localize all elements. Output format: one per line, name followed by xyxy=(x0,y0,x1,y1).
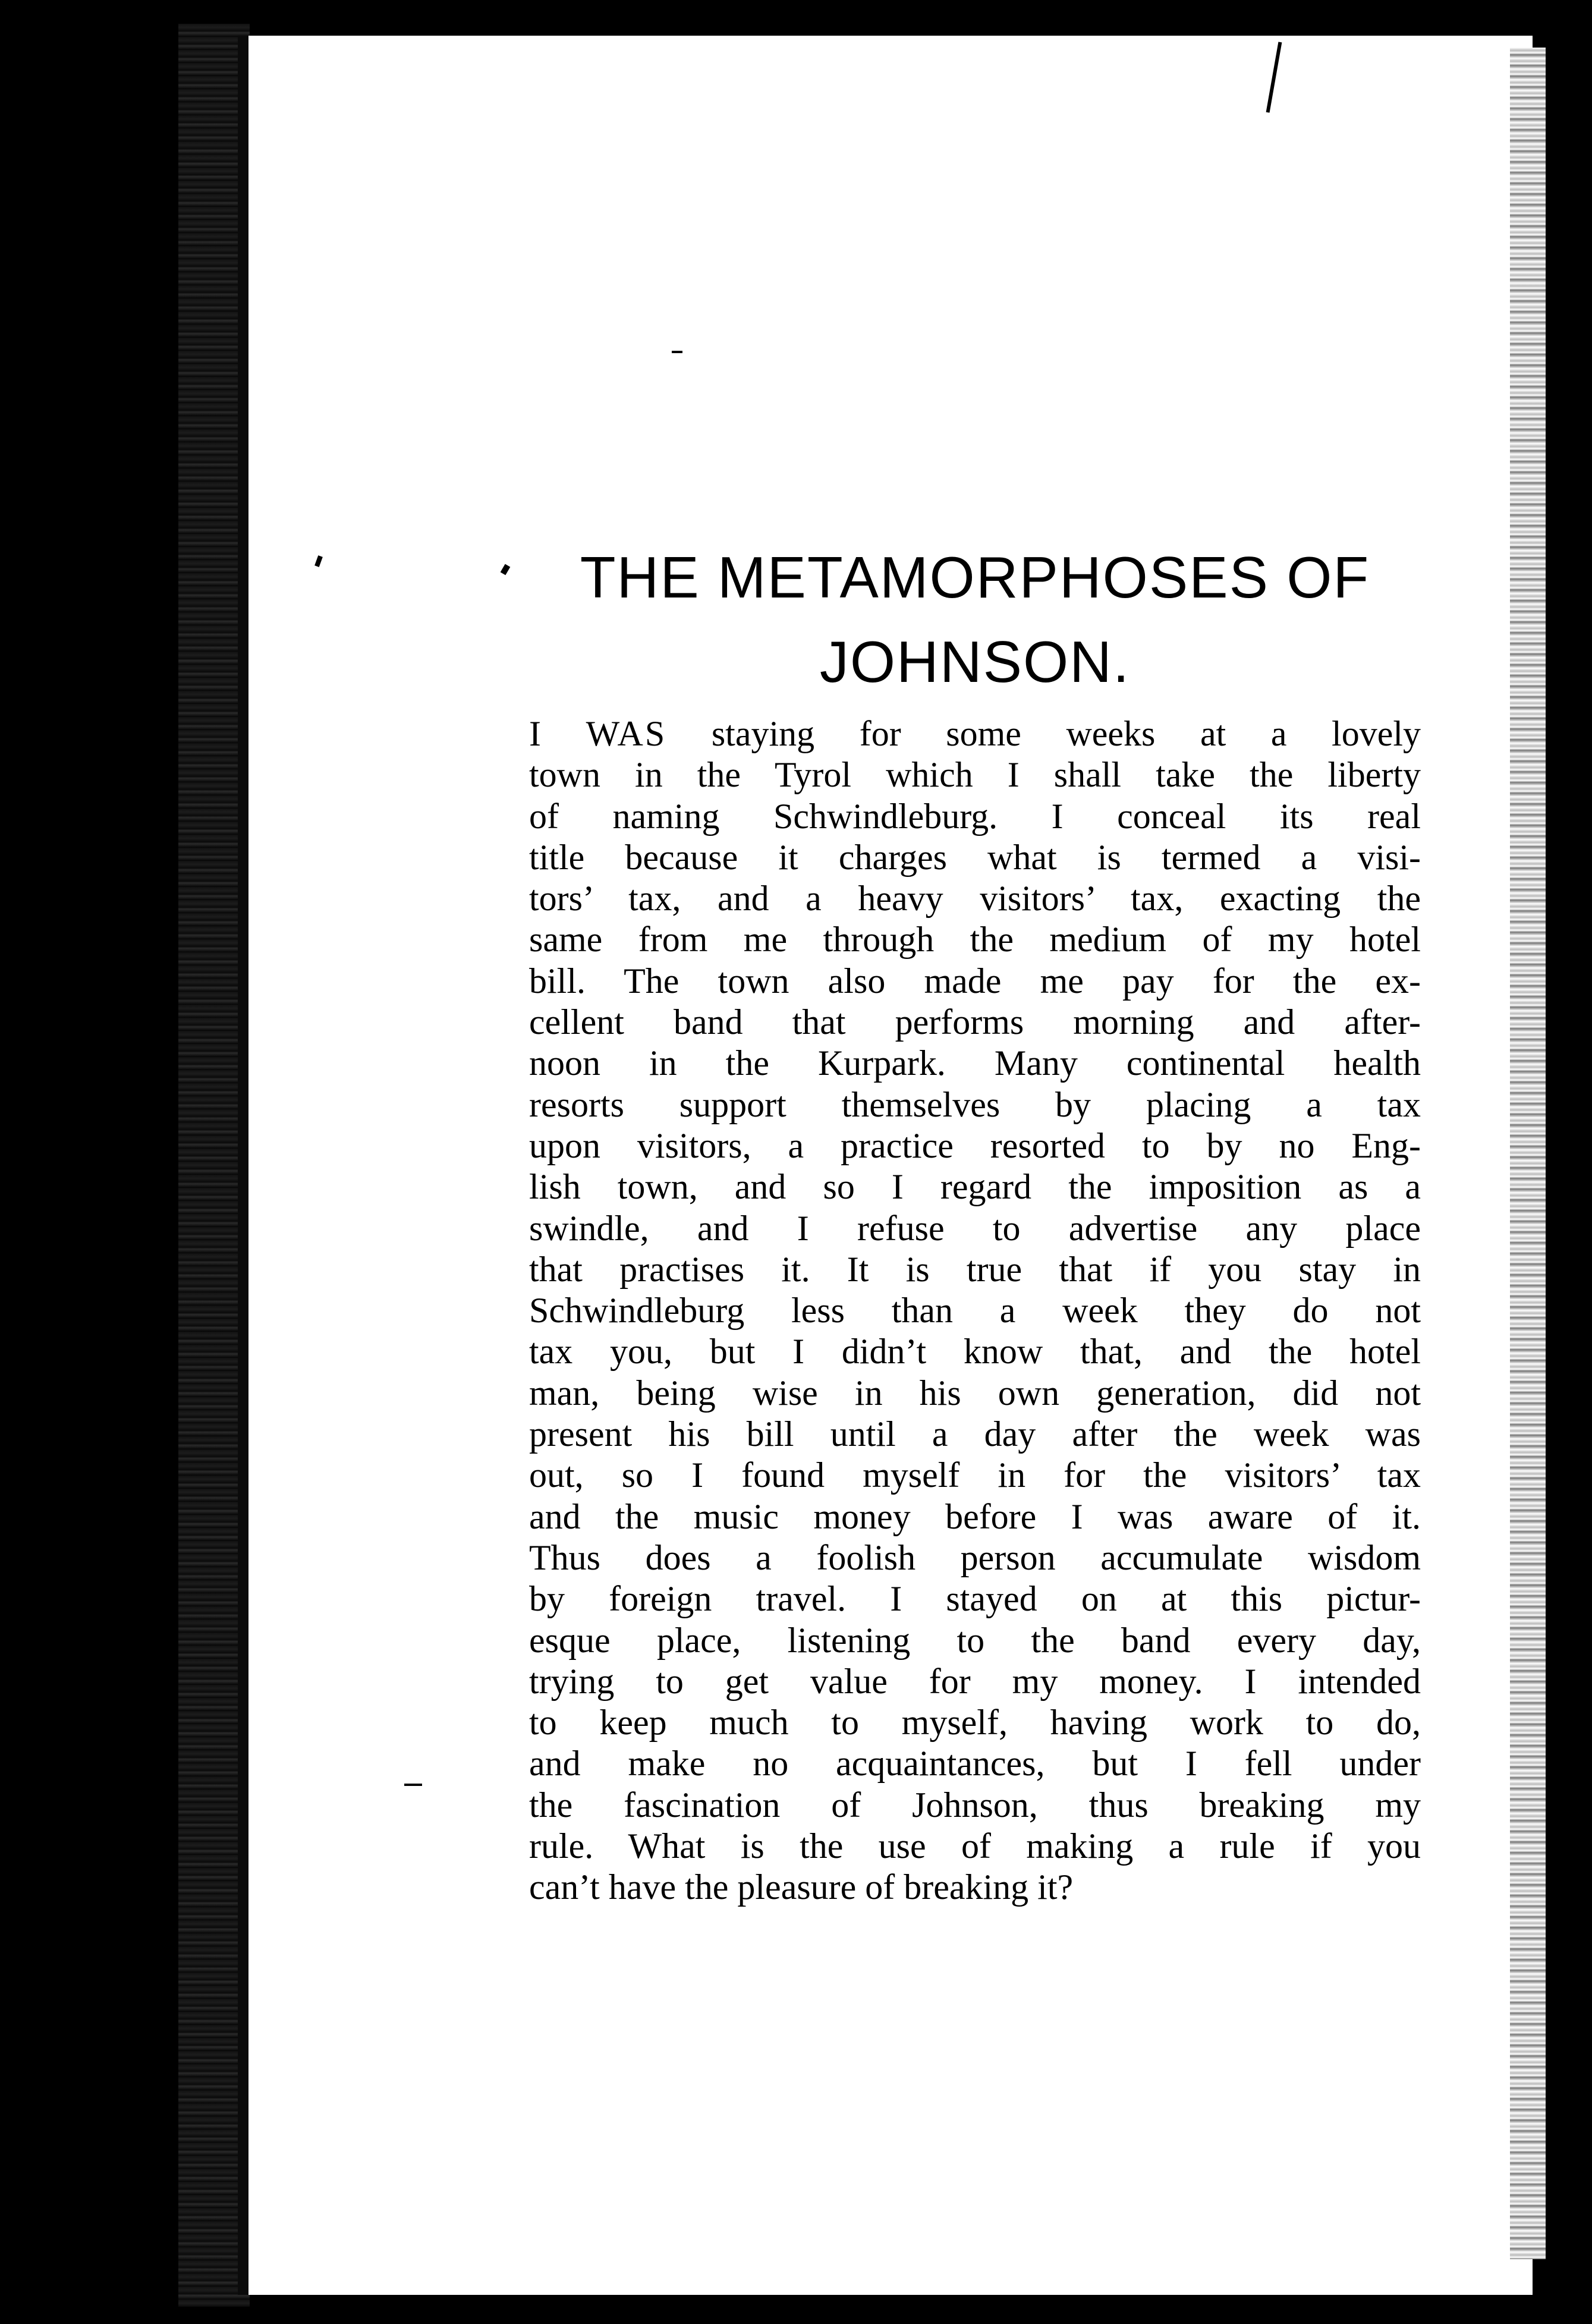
chapter-title-line-2: JOHNSON. xyxy=(819,629,1131,694)
text-line: tax you, but I didn’t know that, and the hotel xyxy=(529,1332,1421,1372)
text-line: trying to get value for my money. I intended xyxy=(529,1661,1421,1701)
text-line: upon visitors, a practice resorted to by no Eng- xyxy=(529,1125,1421,1165)
body-paragraph xyxy=(529,713,1421,1908)
text-line: noon in the Kurpark. Many continental health xyxy=(529,1043,1421,1083)
text-line: by foreign travel. I stayed on at this pictur- xyxy=(529,1579,1421,1619)
text-line: lish town, and so I regard the imposition as a xyxy=(529,1167,1421,1207)
chapter-title xyxy=(547,535,1403,704)
text-line: cellent band that performs morning and after- xyxy=(529,1002,1421,1042)
text-line: bill. The town also made me pay for the ex- xyxy=(529,961,1421,1001)
text-line: same from me through the medium of my hotel xyxy=(529,920,1421,960)
chapter-title-line-1: THE METAMORPHOSES OF xyxy=(580,545,1370,610)
text-line: town in the Tyrol which I shall take the liberty xyxy=(529,755,1421,795)
text-line: of naming Schwindleburg. I conceal its real xyxy=(529,796,1421,836)
scan-speck xyxy=(404,1784,422,1786)
text-line: esque place, listening to the band every day, xyxy=(529,1620,1421,1660)
text-line: to keep much to myself, having work to do, xyxy=(529,1703,1421,1743)
text-line xyxy=(529,713,1421,754)
text-line: Thus does a foolish person accumulate wisdom xyxy=(529,1537,1421,1577)
text-line: can’t have the pleasure of breaking it? xyxy=(529,1867,1074,1907)
drop-initial: I xyxy=(529,714,541,753)
text-line: title because it charges what is termed a visi- xyxy=(529,837,1421,877)
opening-smallcaps: WAS xyxy=(586,714,667,753)
text-line: the fascination of Johnson, thus breaking my xyxy=(529,1785,1421,1825)
text-line: Schwindleburg less than a week they do not xyxy=(529,1291,1421,1331)
text-line: and make no acquaintances, but I fell under xyxy=(529,1744,1421,1784)
scan-left-margin xyxy=(0,0,178,2324)
page-right-edge xyxy=(1510,48,1546,2259)
line-1-rest: staying for some weeks at a lovely xyxy=(711,714,1421,753)
scan-speck xyxy=(672,351,682,353)
text-line: present his bill until a day after the week was xyxy=(529,1414,1421,1454)
text-line: tors’ tax, and a heavy visitors’ tax, exacting the xyxy=(529,879,1421,919)
text-line: out, so I found myself in for the visitors’ tax xyxy=(529,1455,1421,1495)
text-line: resorts support themselves by placing a tax xyxy=(529,1084,1421,1124)
text-line: swindle, and I refuse to advertise any place xyxy=(529,1208,1421,1248)
text-line: and the music money before I was aware of it. xyxy=(529,1496,1421,1536)
text-line: that practises it. It is true that if you stay in xyxy=(529,1249,1421,1289)
text-line: rule. What is the use of making a rule if you xyxy=(529,1826,1421,1866)
text-line: man, being wise in his own generation, did not xyxy=(529,1373,1421,1413)
